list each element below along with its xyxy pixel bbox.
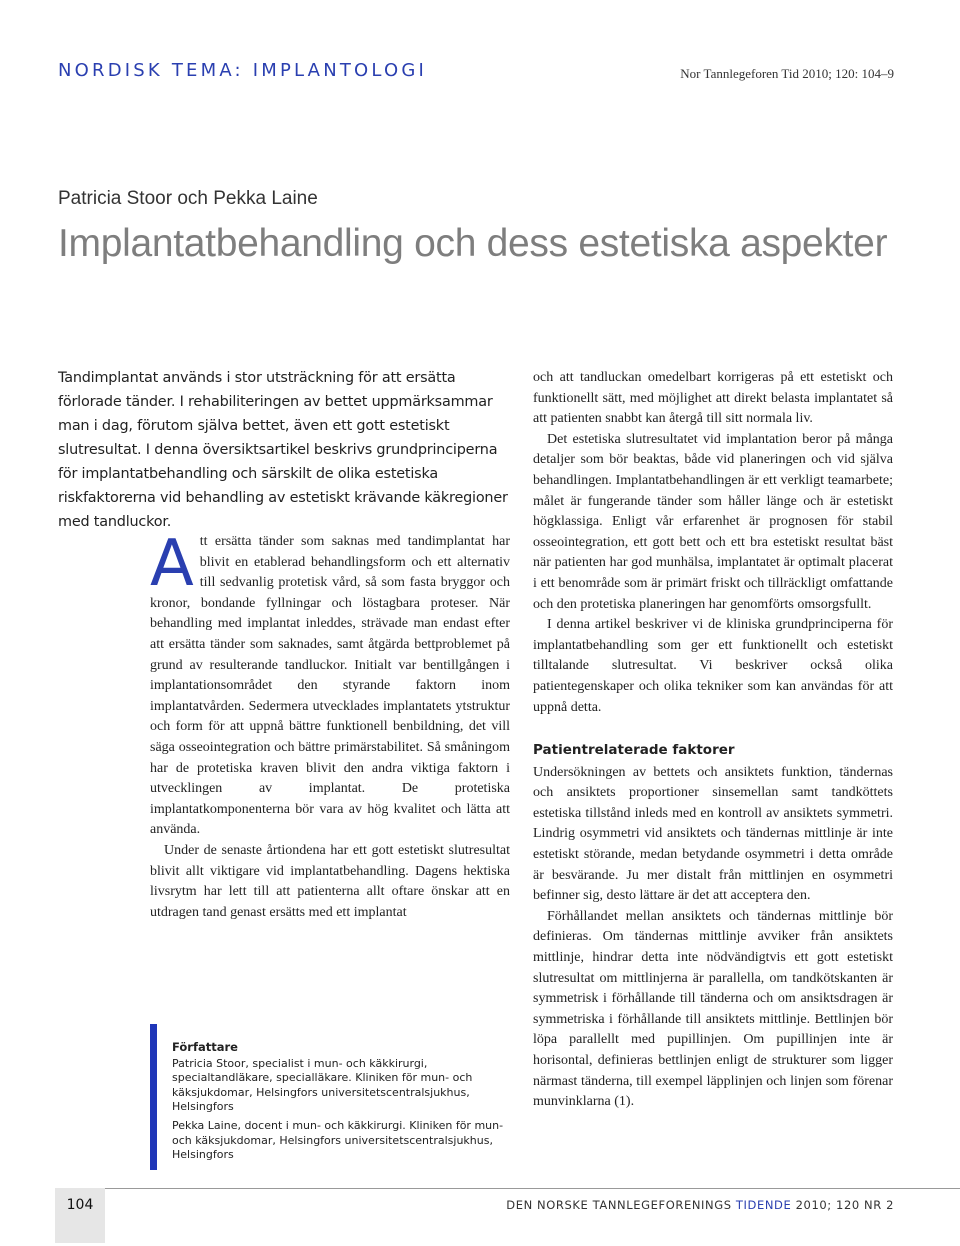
section-subheading: Patientrelaterade faktorer: [533, 742, 735, 759]
author-affiliation: Pekka Laine, docent i mun- och käkkirurgi. Kliniken för mun- och käksjukdomar, Helsingfors universitetscentralsjukhus, Helsingfors: [172, 1118, 504, 1162]
body-paragraph: I denna artikel beskriver vi de kliniska grundprinciperna för implantatbehandling som ger ett funktionellt och estetiskt tilltalande slutresultat. Vi beskriver också olika patientegenskaper och olika tekniker som kan användas för att uppnå detta.: [533, 617, 893, 715]
article-abstract: Tandimplantat används i stor utsträckning för att ersätta förlorade tänder. I rehabiliteringen av bettet uppmärksammar man i dag, förutom själva bettet, även ett gott estetiskt slutresultat. I denna översiktsartikel beskrivs grundprinciperna för implantatbehandling och särskilt de olika estetiska riskfaktorerna vid behandling av estetiskt krävande käkregioner med tandluckor.: [58, 370, 508, 530]
body-column-right: [533, 368, 893, 1113]
author-info-box: [150, 1024, 524, 1170]
body-paragraph: Undersökningen av bettets och ansiktets funktion, tändernas och ansiktets proportioner sinsemellan samt tandköttets estetiska tillstånd inleds med en kontroll av ansiktets symmetri. Lindrig osymmetri vid ansiktets och tändernas mittlinje är inte estetiskt störande, medan betydande osymmetri i detta område är besvärande. Ju mer distalt från mittlinjen en osymmetri befinner sig, desto lättare är det att acceptera den.: [533, 764, 893, 904]
footer-journal-suffix: 2010; 120 NR 2: [791, 1198, 894, 1212]
body-column-middle: [150, 527, 510, 923]
author-affiliation: Patricia Stoor, specialist i mun- och käkkirurgi, specialtandläkare, specialläkare. Kliniken för mun- och käksjukdomar, Helsingfors universitetscentralsjukhus, Helsingfors: [172, 1056, 473, 1114]
article-authors: Patricia Stoor och Pekka Laine: [58, 188, 318, 209]
body-paragraph: Det estetiska slutresultatet vid implantation beror på många detaljer som bör beaktas, både vid planeringen och vid själva behandlingen. Implantatbehandlingen är ett verkligt teamarbete; målet är fungerande tänder som håller länge och är estetiskt högklassiga. Enligt vår erfarenhet är prognosen för stabil osseointegration, ett gott bett och ett bra estetiskt resultat bäst när patienten har god munhälsa, implantatet är optimalt placerat i ett benområde som är primärt friskt och tillräckligt omfattande och den protetiska planeringen har genomförts omsorgsfullt.: [533, 431, 893, 612]
article-title: Implantatbehandling och dess estetiska aspekter: [58, 222, 888, 265]
drop-cap: A: [150, 527, 194, 601]
body-paragraph: Förhållandet mellan ansiktets och tändernas mittlinje bör definieras. Om tändernas mittlinje avviker från ansiktets mittlinje, hindrar detta inte nödvändigtvis ett gott estetiskt slutresultat om mittlinjerna är parallella, om tandkötskanten är symmetrisk i förhållande till tänderna och om ansiktsdragen är symmetriska i förhållande till ansiktets mittlinje. Bettlinjen bör löpa parallellt med pupillinjen. Om pupillinjen inte är horisontal, definieras bettlinjen enligt de strukturer som ligger närmast tänderna, till exempel läpplinjen och linjen som förenar munvinklarna (1).: [533, 908, 893, 1110]
footer-journal-highlight: TIDENDE: [735, 1198, 792, 1212]
body-paragraph: Under de senaste årtiondena har ett gott estetiskt slutresultat blivit allt viktigare vid implantatbehandling. Dagens hektiska livsrytm har lett till att patienterna allt oftare önskar att en utdragen tand genast ersätts med ett implantat: [150, 842, 510, 920]
section-label: NORDISK TEMA: IMPLANTOLOGI: [58, 60, 428, 81]
intro-text: tt ersätta tänder som saknas med tandimplantat har blivit en etablerad behandlingsform och ett alternativ till sedvanlig protetisk vård, så som fasta bryggor och kronor, bondande fyllningar och löstagbara proteser. När behandling med implantat inleddes, strävade man endast efter att ersätta tänder som saknades, samt åtgärda bettproblemet på grund av resulterande tandluckor. Initialt var bentillgången i implantationsområdet den styrande faktorn inom implantatvården. Sedermera utvecklades implantatets ytstruktur och form för att uppnå bättre funktionell benbildning, det vill säga osseointegration och bättre primärstabilitet. Så småningom har de protetiska kraven blivit den andra viktiga faktorn i utvecklingen av implantat. De protetiska implantatkomponenterna bör vara av hög kvalitet och lätta att använda.: [150, 534, 510, 838]
intro-paragraph: [150, 527, 510, 841]
footer-journal-title: [506, 1198, 894, 1212]
body-paragraph: och att tandluckan omedelbart korrigeras på ett estetiskt och funktionellt sätt, med möjlighet att direkt belasta implantatet så att patienten snabbt kan återgå till sitt normala liv.: [533, 370, 893, 427]
author-box-heading: Författare: [172, 1040, 238, 1054]
footer-journal-prefix: DEN NORSKE TANNLEGEFORENINGS: [506, 1198, 736, 1212]
footer-divider: [105, 1188, 960, 1189]
journal-reference: Nor Tannlegeforen Tid 2010; 120: 104–9: [680, 66, 894, 81]
page-number: 104: [66, 1197, 94, 1213]
